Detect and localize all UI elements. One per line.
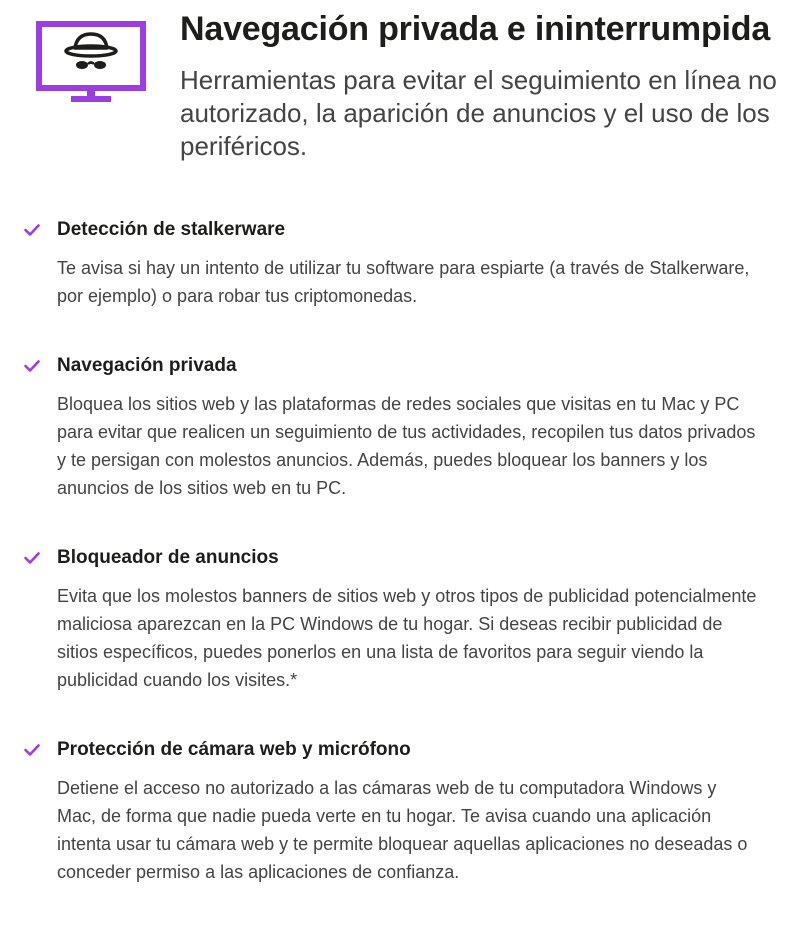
feature-description: Evita que los molestos banners de sitios web y otros tipos de publicidad potencialmente maliciosa aparezcan en la PC Windows de tu hogar. Si deseas recibir publicidad de sitios específicos, puedes ponerlos en una lista de favoritos para seguir viendo la publicidad cuando los visites.*	[57, 586, 757, 690]
feature-description: Te avisa si hay un intento de utilizar tu software para espiarte (a través de Stalkerware, por ejemplo) o para robar tus criptomonedas.	[57, 258, 750, 306]
feature-item-ad-blocker	[0, 546, 811, 694]
feature-list	[0, 218, 811, 930]
feature-item-private-browsing	[0, 354, 811, 502]
incognito-monitor-icon	[35, 20, 147, 108]
check-icon	[24, 360, 40, 372]
check-icon	[24, 224, 40, 236]
feature-title: Protección de cámara web y micrófono	[57, 739, 411, 760]
page-title: Navegación privada e ininterrumpida	[180, 10, 771, 48]
page-subtitle: Herramientas para evitar el seguimiento en línea no autorizado, la aparición de anuncios y el uso de los periféricos.	[180, 65, 777, 161]
feature-description: Bloquea los sitios web y las plataformas de redes sociales que visitas en tu Mac y PC para evitar que realicen un seguimiento de tus actividades, recopilen tus datos privados y te persigan con molestos anuncios. Además, puedes bloquear los banners y los anuncios de los sitios web en tu PC.	[57, 394, 756, 498]
check-icon	[24, 744, 40, 756]
feature-title: Bloqueador de anuncios	[57, 547, 279, 568]
feature-item-webcam-protection	[0, 738, 811, 886]
feature-title: Navegación privada	[57, 355, 237, 376]
feature-title: Detección de stalkerware	[57, 219, 286, 240]
check-icon	[24, 552, 40, 564]
feature-description: Detiene el acceso no autorizado a las cámaras web de tu computadora Windows y Mac, de forma que nadie pueda verte en tu hogar. Te avisa cuando una aplicación intenta usar tu cámara web y te permite bloquear aquellas aplicaciones no deseadas o conceder permiso a las aplicaciones de confianza.	[57, 778, 748, 882]
feature-item-stalkerware	[0, 218, 811, 310]
